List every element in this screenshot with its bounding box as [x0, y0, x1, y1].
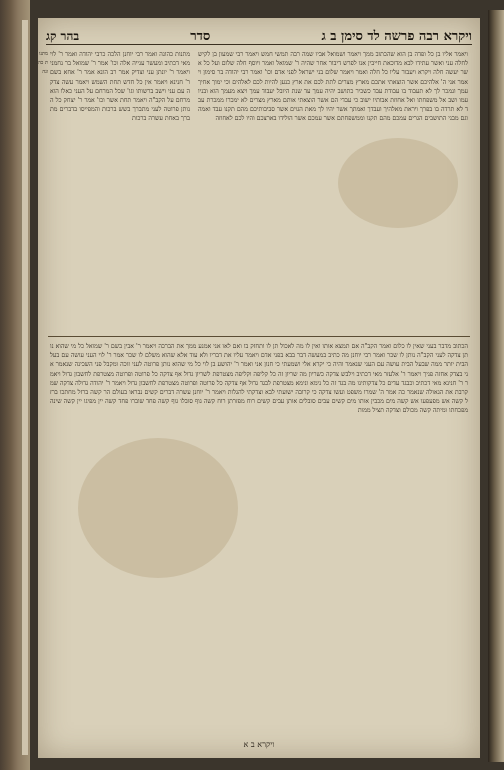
flyleaf-edge — [21, 20, 28, 755]
text-column-left: מתנות כהונה ואמר רבי יוחנן הלכה כרבי יהודה ואמר ר' לוי מאי דכתיב ומעשר ענייה אלה וכו' אמר ר' שמואל בר נחמני ויאמר ר' יונתן עני וצדיק אמר רב הונא אמר ר' אחא בשם ר' חנינא ויאמר אין כל חדש תחת השמש ויאמר עשה צדקה עם עני וישב ברשותו וגו' שכל המרחם על העני כאלו הוא מרחם על הקב"ה ויאמר תחת אשר וכו' אמר ר' יצחק כל הנותן פרוטה לעני מתברך בשש ברכות והמפייסו בדברים מתברך באחת עשרה ברכות — [50, 51, 190, 123]
header-title: ויקרא רבה פרשה לד סימן ב ג — [321, 29, 472, 44]
text-column-right: ויאמר אליו בן כל ופדה בן הוא שהכתוב ממך ויאמר ושמואל אביו שמה רבה תמשי חמש ויאמר רבי שמעון בן לקיש לחלה עני ואשר עתידו לבא מדוכאת חייבין אנו לפרש דיבור אחר שהיה ר' שמואל ואמר ויוסף חלה שלום ועל כל אשר יעשה חלה ויקרא ויעבור עליו כל חלה ואמר ויאמר שלום בני ישראל לפני אדם וכו' ואמר רבי יהודה בר סימון ויאמר אני ה' אלהיכם אשר הוצאתי אתכם מארץ מצרים לתת לכם את ארץ כנען להיות לכם לאלהים וכי ימוך אחיך עמך ונמכר לך לא תעבוד בו עבודת עבד כשכיר כתושב יהיה עמך עד שנת היובל יעבוד עמך ויצא מעמך הוא ובניו עמו ושב אל משפחתו ואל אחוזת אבותיו ישוב כי עבדי הם אשר הוצאתי אותם מארץ מצרים לא ימכרו ממכרת עבד לא תרדה בו בפרך ויראת מאלהיך ועבדך ואמתך אשר יהיו לך מאת הגוים אשר סביבותיכם מהם תקנו עבד ואמה וגם מבני התושבים הגרים עמכם מהם תקנו וממשפחתם אשר עמכם אשר הולידו בארצכם והיו לכם לאחוזה — [198, 51, 468, 123]
section-divider — [48, 336, 470, 337]
header-folio: בהר קג — [46, 29, 80, 43]
book-page — [38, 18, 480, 758]
facing-page-edge — [488, 10, 504, 762]
running-header — [46, 22, 472, 45]
margin-notes: מתנות כהונה — [38, 51, 48, 76]
commentary-block: הכתוב מדבר בעני שאין לו כלום ואמר הקב"ה אם תמצא אותו ואין לו מה לאכול תן לו ותחזק בו ואם לאו אני אמנע ממך את הברכה ויאמר ר' אבין בשם ר' שמואל כל מי שהוא נותן צדקה לעני הקב"ה נותן לו שכר ואמר רבי יוחנן מה כתיב במעשה דבר בבא בפני אדם ויאמר עליו את דבריו ולא עוד אלא שהוא משלם לו שכר אמר ר' לוי העני עושה עם בעל הבית יותר ממה שבעל הבית עושה עם העני שנאמר והיה כי יקרא אלי ושמעתי כי חנון אני ואמר ר' יהושע בן לוי כל מי שהוא נותן פרוטה לעני זוכה ומקבל פני השכינה שנאמר אני בצדק אחזה פניך ויאמר ר' אלעזר מאי דכתיב וילבש צדקה כשריון מה שריון זה כל קליפה וקליפה מצטרפת לשריון גדול אף צדקה כל פרוטה ופרוטה מצטרפת לחשבון גדול ויאמר ר' חנינא מאי דכתיב וכבגד עדים כל צדקותינו מה בגד זה כל נימא ונימא מצטרפת לבגד גדול אף צדקה כל פרוטה ופרוטה מצטרפת לחשבון גדול ויאמר ר' יהודה גדולה צדקה שמקרבת את הגאולה שנאמר כה אמר ה' שמרו משפט ועשו צדקה כי קרובה ישועתי לבא וצדקתי להגלות ויאמר ר' יוחנן עשרה דברים קשים נבראו בעולם הר קשה ברזל מחתכו ברזל קשה אש מפעפעו אש קשה מים מכבין אותו מים קשים עבים סובלים אותן עבים קשים רוח מפזרתן רוח קשה גוף סובלו גוף קשה פחד שוברו פחד קשה יין מפיגו יין קשה שינה מפכחתו ומיתה קשה מכולם וצדקה תציל ממות — [50, 343, 468, 415]
book-binding-left — [0, 0, 30, 770]
catchword: ויקרא ב א — [243, 740, 275, 749]
header-section: סדר — [190, 29, 211, 44]
